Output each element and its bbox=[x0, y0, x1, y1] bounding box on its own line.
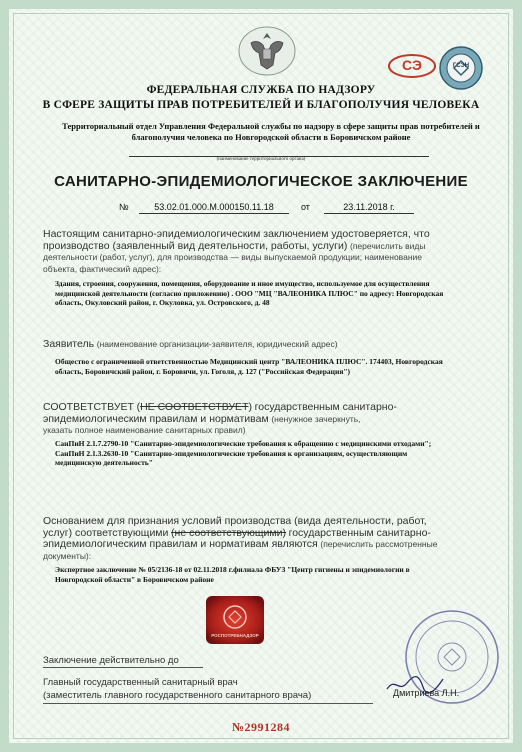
territorial-line2: благополучия человека по Новгородской области в Боровичском районе bbox=[131, 132, 411, 142]
production-intro-line1: Настоящим санитарно-эпидемиологическим заключением удостоверяется, что bbox=[43, 228, 430, 240]
section-compliance bbox=[43, 402, 518, 437]
document-title: САНИТАРНО-ЭПИДЕМИОЛОГИЧЕСКОЕ ЗАКЛЮЧЕНИЕ bbox=[54, 173, 468, 190]
valid-until-rule bbox=[43, 667, 203, 668]
basis-value bbox=[55, 565, 515, 584]
applicant-label: Заявитель bbox=[43, 338, 95, 350]
compliance-line2: эпидемиологическим правилам и нормативам bbox=[43, 412, 269, 425]
compliance-value-line1: СанПиН 2.1.7.2790-10 "Санитарно-эпидемиологические требования к обращению с медицинскими отходами"; bbox=[55, 439, 432, 448]
date-from-label: от bbox=[301, 202, 310, 212]
signer-name: Дмитриева Л.Н. bbox=[393, 688, 460, 698]
basis-line3: эпидемиологическим правилам и нормативам являются bbox=[43, 538, 318, 550]
production-hint-line3: деятельности (работ, услуг), для производства — виды выпускаемой продукции; наименование bbox=[43, 252, 422, 262]
basis-line2-strike: (не соответствующими) bbox=[171, 526, 286, 539]
section-applicant bbox=[43, 339, 513, 351]
valid-until-label: Заключение действительно до bbox=[43, 655, 179, 666]
production-hint-line2: (перечислить виды bbox=[349, 240, 426, 251]
hologram-sticker bbox=[205, 595, 265, 645]
coat-of-arms-emblem bbox=[237, 25, 297, 77]
compliance-hint-line2: (ненужное зачеркнуть, bbox=[271, 413, 361, 424]
basis-line1: Основанием для признания условий производства (вида деятельности, работ, bbox=[43, 515, 427, 527]
form-serial-number: №2991284 bbox=[231, 720, 291, 734]
compliance-hint-line3: указать полное наименование санитарных правил) bbox=[43, 425, 246, 435]
agency-name-line1: ФЕДЕРАЛЬНАЯ СЛУЖБА ПО НАДЗОРУ bbox=[146, 84, 376, 96]
basis-value-line1: Экспертное заключение № 05/2136-18 от 02.11.2018 г.филиала ФБУЗ "Центр гигиены и эпидемиологии в bbox=[55, 565, 410, 574]
basis-hint-line3: (перечислить рассмотренные bbox=[320, 539, 438, 549]
certificate-number: 53.02.01.000.М.000150.11.18 bbox=[139, 202, 289, 214]
compliance-value-line3: медицинскую деятельность" bbox=[55, 458, 153, 467]
number-label: № bbox=[119, 202, 129, 212]
close-paren: ) bbox=[248, 401, 252, 413]
compliance-value bbox=[55, 439, 520, 468]
signer-rule bbox=[43, 703, 373, 704]
open-paren: ( bbox=[136, 401, 141, 413]
agency-name-line2: В СФЕРЕ ЗАЩИТЫ ПРАВ ПОТРЕБИТЕЛЕЙ И БЛАГОПОЛУЧИЯ ЧЕЛОВЕКА bbox=[42, 99, 480, 111]
signer-title: Главный государственный санитарный врач bbox=[43, 677, 238, 688]
applicant-hint: (наименование организации-заявителя, юридический адрес) bbox=[96, 339, 338, 349]
basis-hint-line4: документы): bbox=[43, 550, 92, 561]
production-intro-line2: производство (заявленный вид деятельности, работы, услуги) bbox=[43, 239, 348, 252]
applicant-value-line1: Общество с ограниченной ответственностью Медицинский центр "ВАЛЕОНИКА ПЛЮС". 174403, Новгородская bbox=[55, 357, 443, 366]
certificate-number-field bbox=[139, 202, 289, 214]
compliance-rest-line1: государственным санитарно- bbox=[254, 401, 397, 413]
production-value bbox=[55, 279, 515, 308]
basis-line2b: государственным санитарно- bbox=[288, 526, 431, 539]
not-complies-word: НЕ СООТВЕТСТВУЕТ bbox=[140, 401, 249, 413]
section-production bbox=[43, 229, 513, 275]
production-value-line1: Здания, строения, сооружения, помещения, оборудование и иное имущество, используемое для осуществления bbox=[55, 279, 430, 288]
hologram-text: РОСПОТРЕБНАДЗОР bbox=[211, 633, 259, 638]
certificate-date-field bbox=[324, 202, 414, 214]
production-hint-line4: объекта, фактический адрес): bbox=[43, 263, 162, 274]
cert-badge-text: ГСЭН bbox=[452, 63, 470, 69]
cert-logo-text: СЭ bbox=[402, 57, 422, 73]
production-value-line3: область, Окуловский район, г. Окуловка, ул. Островского, д. 48 bbox=[55, 298, 270, 307]
territorial-line1: Территориальный отдел Управления Федеральной службы по надзору в сфере защиты прав потребителей и bbox=[62, 121, 480, 131]
basis-line2a: услуг) соответствующими bbox=[43, 526, 169, 539]
complies-word: СООТВЕТСТВУЕТ bbox=[43, 401, 134, 413]
territorial-caption: (наименование территориального органа) bbox=[216, 157, 306, 162]
production-value-line2: медицинской деятельности (согласно приложению) . ООО "МЦ "ВАЛЕОНИКА ПЛЮС" по адресу: Новгородская bbox=[55, 288, 444, 298]
applicant-value bbox=[55, 357, 515, 376]
section-basis bbox=[43, 516, 518, 562]
applicant-value-line2: область, Боровичский район, г. Боровичи, ул. Гоголя, д. 127 ("Российская Федерация") bbox=[55, 366, 351, 376]
basis-value-line2: Новгородской области" в Боровичском районе bbox=[55, 574, 214, 584]
signer-title-hint: (заместитель главного государственного санитарного врача) bbox=[43, 690, 312, 701]
certificate-date: 23.11.2018 г. bbox=[324, 202, 414, 214]
certification-system-logo bbox=[387, 54, 437, 78]
territorial-department bbox=[59, 121, 483, 143]
compliance-value-line2: СанПиН 2.1.3.2630-10 "Санитарно-эпидемиологические требования к организациям, осуществляющим bbox=[55, 448, 408, 458]
